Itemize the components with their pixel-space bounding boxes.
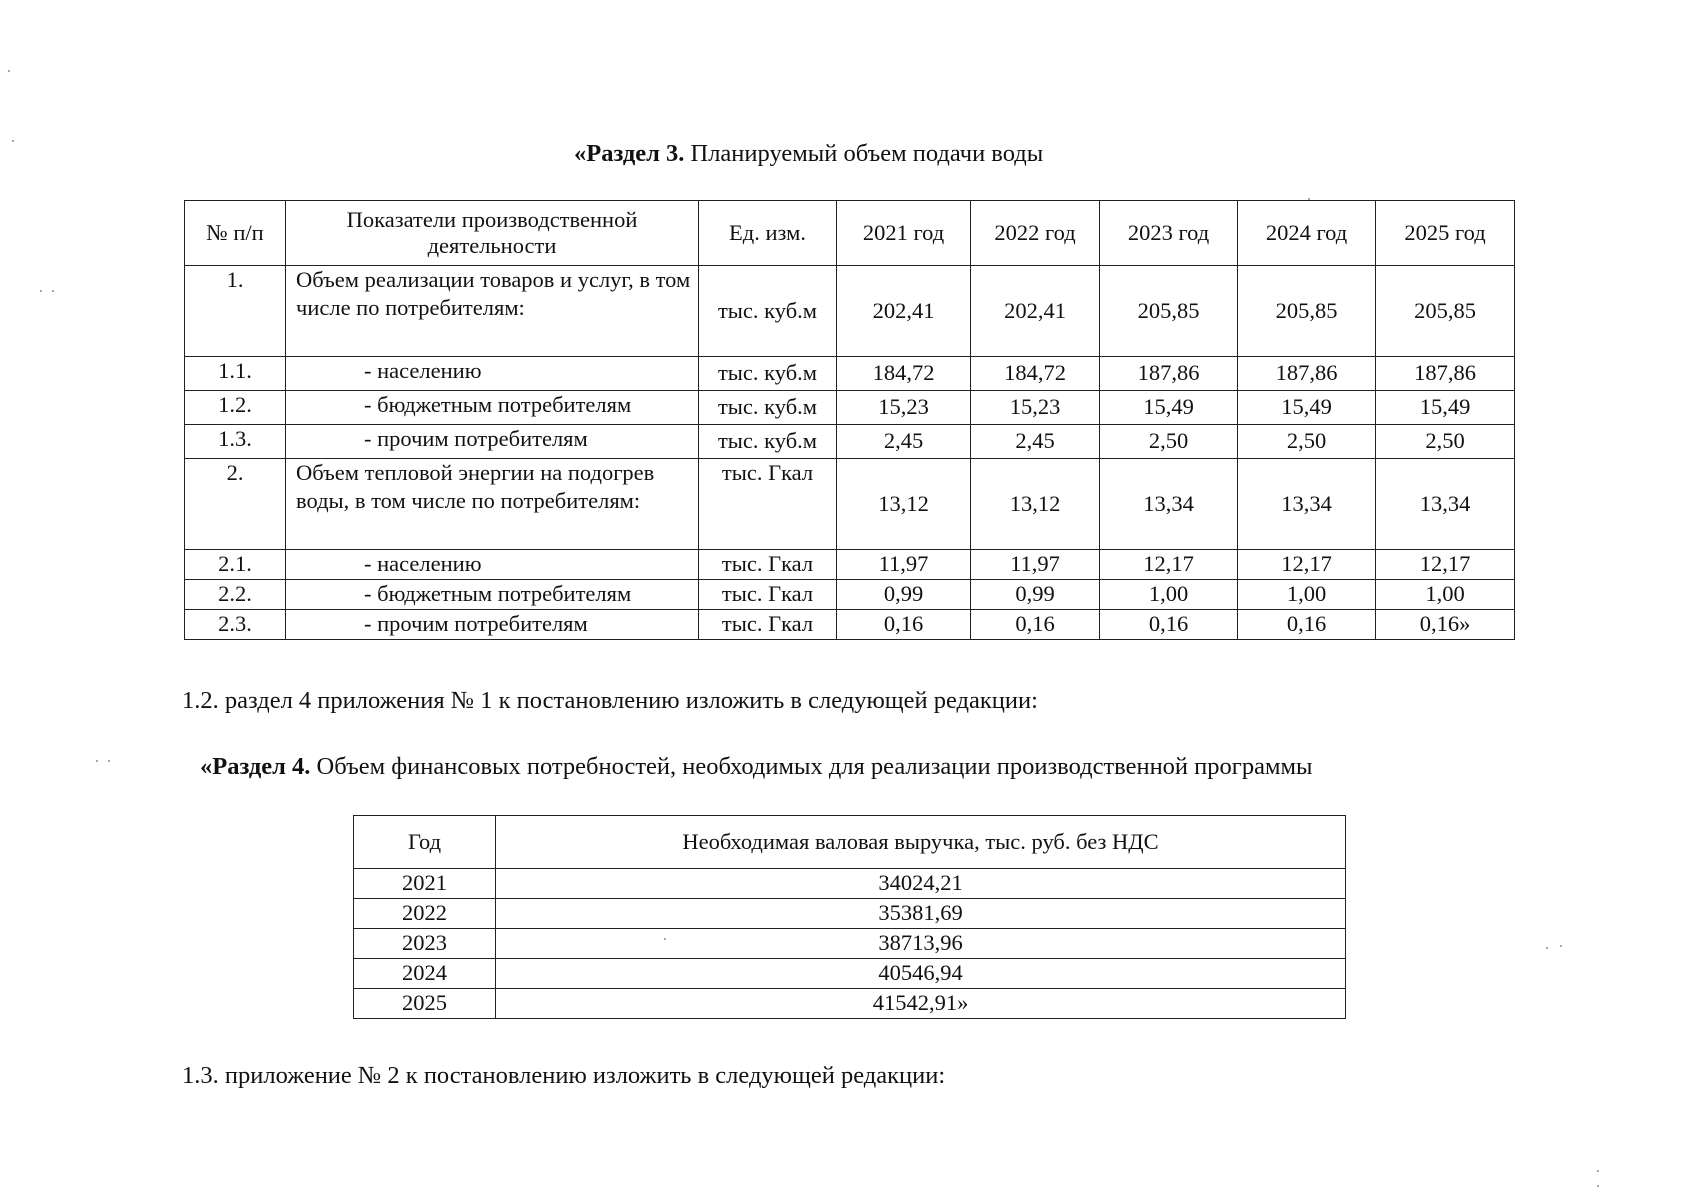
value-2024: 15,49 — [1238, 391, 1376, 425]
value-2023: 13,34 — [1100, 459, 1238, 550]
row-year: 2023 — [354, 929, 496, 959]
value-2021: 13,12 — [837, 459, 971, 550]
scan-speck — [52, 290, 54, 292]
value-2023: 15,49 — [1100, 391, 1238, 425]
row-num: 1. — [185, 266, 286, 357]
table-row — [185, 391, 1515, 425]
value-2024: 0,16 — [1238, 610, 1376, 640]
row-revenue: 34024,21 — [496, 869, 1346, 899]
row-num: 2. — [185, 459, 286, 550]
table-row — [185, 580, 1515, 610]
value-2024: 2,50 — [1238, 425, 1376, 459]
row-unit: тыс. куб.м — [699, 391, 837, 425]
value-2024: 13,34 — [1238, 459, 1376, 550]
header-unit: Ед. изм. — [699, 201, 837, 266]
value-2022: 0,16 — [971, 610, 1100, 640]
section4-title — [200, 753, 1312, 781]
header-num: № п/п — [185, 201, 286, 266]
header-2025: 2025 год — [1376, 201, 1515, 266]
row-unit: тыс. Гкал — [699, 580, 837, 610]
table-header-row — [354, 816, 1346, 869]
table-row — [185, 357, 1515, 391]
row-name: - населению — [286, 357, 699, 391]
row-revenue: 41542,91» — [496, 989, 1346, 1019]
row-name: Объем реализации товаров и услуг, в том числе по потребителям: — [286, 266, 699, 357]
value-2025: 0,16» — [1376, 610, 1515, 640]
value-2024: 1,00 — [1238, 580, 1376, 610]
value-2025: 15,49 — [1376, 391, 1515, 425]
row-year: 2025 — [354, 989, 496, 1019]
section3-title-rest: Планируемый объем подачи воды — [684, 140, 1044, 167]
value-2021: 184,72 — [837, 357, 971, 391]
section4-title-bold: «Раздел 4. — [200, 753, 311, 780]
header-2023: 2023 год — [1100, 201, 1238, 266]
value-2022: 13,12 — [971, 459, 1100, 550]
paragraph-1-3: 1.3. приложение № 2 к постановлению изложить в следующей редакции: — [182, 1062, 946, 1089]
value-2022: 184,72 — [971, 357, 1100, 391]
value-2023: 2,50 — [1100, 425, 1238, 459]
water-supply-table — [184, 200, 1515, 640]
value-2022: 11,97 — [971, 550, 1100, 580]
row-year: 2022 — [354, 899, 496, 929]
header-year: Год — [354, 816, 496, 869]
scan-speck — [1597, 1170, 1599, 1172]
paragraph-1-2: 1.2. раздел 4 приложения № 1 к постановлению изложить в следующей редакции: — [182, 687, 1038, 714]
section3-title — [574, 140, 1043, 168]
value-2025: 2,50 — [1376, 425, 1515, 459]
value-2022: 15,23 — [971, 391, 1100, 425]
value-2021: 2,45 — [837, 425, 971, 459]
table-row — [354, 929, 1346, 959]
row-name: Объем тепловой энергии на подогрев воды, в том числе по потребителям: — [286, 459, 699, 550]
section4-title-rest: Объем финансовых потребностей, необходимых для реализации производственной программы — [310, 753, 1313, 780]
table-row — [354, 869, 1346, 899]
value-2022: 202,41 — [971, 266, 1100, 357]
row-unit: тыс. Гкал — [699, 610, 837, 640]
table-row — [185, 610, 1515, 640]
row-name: - бюджетным потребителям — [286, 391, 699, 425]
row-revenue: 35381,69 — [496, 899, 1346, 929]
value-2021: 11,97 — [837, 550, 971, 580]
row-name: - прочим потребителям — [286, 610, 699, 640]
row-num: 2.1. — [185, 550, 286, 580]
scan-speck — [12, 140, 14, 142]
table-row — [185, 550, 1515, 580]
scan-speck — [108, 760, 110, 762]
row-revenue: 38713,96 — [496, 929, 1346, 959]
value-2021: 202,41 — [837, 266, 971, 357]
table-header-row — [185, 201, 1515, 266]
value-2025: 205,85 — [1376, 266, 1515, 357]
header-indicator: Показатели производственной деятельности — [286, 201, 699, 266]
row-num: 1.2. — [185, 391, 286, 425]
value-2023: 1,00 — [1100, 580, 1238, 610]
table-row — [185, 425, 1515, 459]
value-2023: 205,85 — [1100, 266, 1238, 357]
row-num: 1.3. — [185, 425, 286, 459]
table-row — [354, 899, 1346, 929]
row-year: 2021 — [354, 869, 496, 899]
scan-speck — [8, 70, 10, 72]
table-row — [354, 959, 1346, 989]
table-row — [185, 266, 1515, 357]
value-2022: 2,45 — [971, 425, 1100, 459]
row-name: - прочим потребителям — [286, 425, 699, 459]
value-2021: 15,23 — [837, 391, 971, 425]
scan-speck — [1546, 947, 1548, 949]
row-name: - бюджетным потребителям — [286, 580, 699, 610]
header-revenue: Необходимая валовая выручка, тыс. руб. без НДС — [496, 816, 1346, 869]
row-num: 2.3. — [185, 610, 286, 640]
scan-speck — [664, 938, 666, 940]
scan-speck — [40, 290, 42, 292]
row-num: 2.2. — [185, 580, 286, 610]
value-2024: 205,85 — [1238, 266, 1376, 357]
row-revenue: 40546,94 — [496, 959, 1346, 989]
header-2024: 2024 год — [1238, 201, 1376, 266]
row-unit: тыс. куб.м — [699, 357, 837, 391]
section3-title-bold: «Раздел 3. — [574, 140, 685, 167]
row-unit: тыс. куб.м — [699, 266, 837, 357]
value-2021: 0,99 — [837, 580, 971, 610]
value-2022: 0,99 — [971, 580, 1100, 610]
scan-speck — [1308, 198, 1310, 200]
scan-speck — [1597, 1185, 1599, 1187]
value-2025: 1,00 — [1376, 580, 1515, 610]
row-unit: тыс. Гкал — [699, 550, 837, 580]
row-year: 2024 — [354, 959, 496, 989]
value-2025: 12,17 — [1376, 550, 1515, 580]
row-name: - населению — [286, 550, 699, 580]
header-2021: 2021 год — [837, 201, 971, 266]
header-2022: 2022 год — [971, 201, 1100, 266]
table-row — [354, 989, 1346, 1019]
value-2025: 187,86 — [1376, 357, 1515, 391]
row-unit: тыс. куб.м — [699, 425, 837, 459]
value-2023: 0,16 — [1100, 610, 1238, 640]
value-2025: 13,34 — [1376, 459, 1515, 550]
value-2021: 0,16 — [837, 610, 971, 640]
value-2023: 12,17 — [1100, 550, 1238, 580]
value-2023: 187,86 — [1100, 357, 1238, 391]
value-2024: 12,17 — [1238, 550, 1376, 580]
scan-speck — [96, 760, 98, 762]
financial-needs-table — [353, 815, 1346, 1019]
row-num: 1.1. — [185, 357, 286, 391]
row-unit: тыс. Гкал — [699, 459, 837, 550]
scan-speck — [1560, 945, 1562, 947]
value-2024: 187,86 — [1238, 357, 1376, 391]
table-row — [185, 459, 1515, 550]
